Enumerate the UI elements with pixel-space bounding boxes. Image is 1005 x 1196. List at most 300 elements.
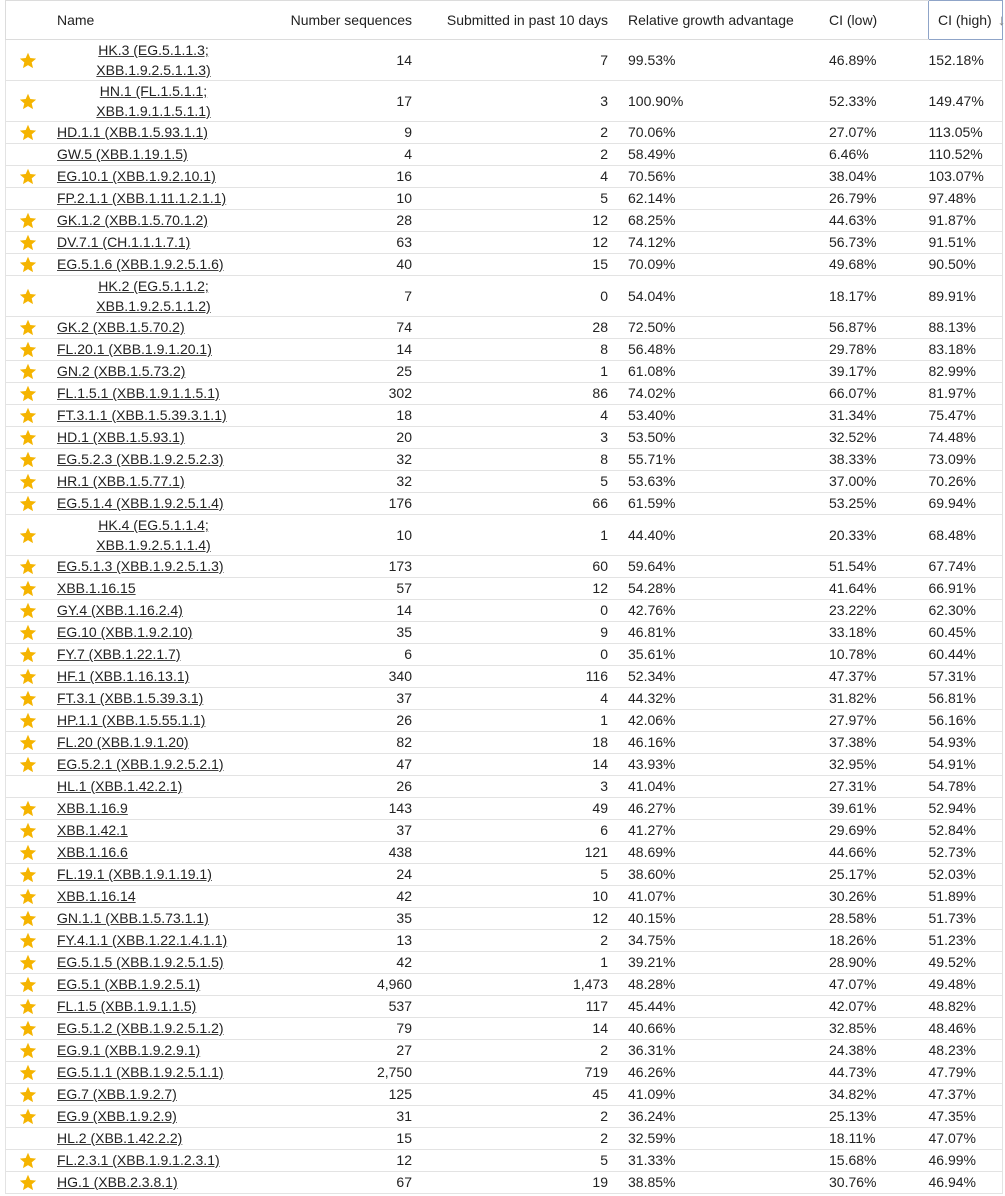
star-icon[interactable] xyxy=(6,844,50,861)
variant-name-link[interactable]: FL.1.5.1 (XBB.1.9.1.1.5.1) xyxy=(57,385,220,401)
star-icon[interactable] xyxy=(6,1152,50,1169)
number-sequences-cell: 42 xyxy=(257,952,412,974)
submitted-past-10-days-cell: 12 xyxy=(412,232,608,254)
ci-low-cell: 31.82% xyxy=(829,688,929,710)
table-row[interactable] xyxy=(6,842,1003,864)
number-sequences-cell: 57 xyxy=(257,578,412,600)
star-icon[interactable] xyxy=(6,234,50,251)
submitted-past-10-days-cell: 28 xyxy=(412,317,608,339)
table-row[interactable] xyxy=(6,317,1003,339)
star-icon[interactable] xyxy=(6,624,50,641)
table-row[interactable] xyxy=(6,644,1003,666)
variant-name xyxy=(57,844,128,860)
ci-low-cell: 27.31% xyxy=(829,776,929,798)
variant-name-link[interactable]: GK.2 (XBB.1.5.70.2) xyxy=(57,319,185,335)
ci-high-cell: 46.94% xyxy=(929,1172,1003,1194)
star-icon[interactable] xyxy=(6,527,50,544)
ci-high-cell: 152.18% xyxy=(929,40,1003,81)
variant-name xyxy=(57,580,136,596)
number-sequences-cell: 125 xyxy=(257,1084,412,1106)
favorite-cell xyxy=(6,666,51,688)
variant-name-cell xyxy=(50,317,257,339)
relative-growth-advantage-cell: 53.50% xyxy=(608,427,829,449)
header-ci-low[interactable]: CI (low) xyxy=(829,1,929,40)
variant-name-link[interactable]: FT.3.1.1 (XBB.1.5.39.3.1.1) xyxy=(57,407,227,423)
relative-growth-advantage-cell: 34.75% xyxy=(608,930,829,952)
table-row[interactable] xyxy=(6,81,1003,122)
table-row[interactable] xyxy=(6,1018,1003,1040)
variant-name-link-line2[interactable]: XBB.1.9.2.5.1.1.3) xyxy=(96,62,211,78)
ci-high-cell: 49.48% xyxy=(929,974,1003,996)
favorite-cell xyxy=(6,1106,51,1128)
table-row[interactable] xyxy=(6,427,1003,449)
number-sequences-cell: 16 xyxy=(257,166,412,188)
ci-low-cell: 39.61% xyxy=(829,798,929,820)
star-icon[interactable] xyxy=(6,495,50,512)
star-icon[interactable] xyxy=(6,319,50,336)
variant-name-link-line2[interactable]: XBB.1.9.2.5.1.1.2) xyxy=(96,298,211,314)
ci-low-cell: 18.11% xyxy=(829,1128,929,1150)
table-row[interactable] xyxy=(6,254,1003,276)
number-sequences-cell: 9 xyxy=(257,122,412,144)
variant-name-cell xyxy=(50,122,257,144)
table-row[interactable] xyxy=(6,908,1003,930)
submitted-past-10-days-cell: 2 xyxy=(412,930,608,952)
variant-name xyxy=(57,1152,220,1168)
variant-name-link[interactable]: FL.20.1 (XBB.1.9.1.20.1) xyxy=(57,341,212,357)
submitted-past-10-days-cell: 2 xyxy=(412,1106,608,1128)
variant-name-link[interactable]: XBB.1.16.6 xyxy=(57,844,128,860)
table-row[interactable] xyxy=(6,556,1003,578)
favorite-cell xyxy=(6,339,51,361)
star-icon[interactable] xyxy=(6,52,50,69)
variant-name-link[interactable]: FT.3.1 (XBB.1.5.39.3.1) xyxy=(57,690,204,706)
ci-low-cell: 27.97% xyxy=(829,710,929,732)
table-row[interactable] xyxy=(6,666,1003,688)
relative-growth-advantage-cell: 45.44% xyxy=(608,996,829,1018)
ci-high-cell: 56.81% xyxy=(929,688,1003,710)
variant-name-link[interactable]: HF.1 (XBB.1.16.13.1) xyxy=(57,668,190,684)
ci-low-cell: 49.68% xyxy=(829,254,929,276)
favorite-cell xyxy=(6,1018,51,1040)
ci-low-cell: 44.63% xyxy=(829,210,929,232)
variant-name-link[interactable]: FY.4.1.1 (XBB.1.22.1.4.1.1) xyxy=(57,932,228,948)
ci-high-cell: 68.48% xyxy=(929,515,1003,556)
table-row[interactable] xyxy=(6,820,1003,842)
relative-growth-advantage-cell: 46.27% xyxy=(608,798,829,820)
relative-growth-advantage-cell: 100.90% xyxy=(608,81,829,122)
ci-low-cell: 15.68% xyxy=(829,1150,929,1172)
relative-growth-advantage-cell: 41.04% xyxy=(608,776,829,798)
star-icon[interactable] xyxy=(6,998,50,1015)
variant-name-cell xyxy=(50,493,257,515)
relative-growth-advantage-cell: 55.71% xyxy=(608,449,829,471)
star-icon[interactable] xyxy=(6,668,50,685)
number-sequences-cell: 79 xyxy=(257,1018,412,1040)
table-row[interactable] xyxy=(6,930,1003,952)
favorite-cell xyxy=(6,40,51,81)
table-row[interactable] xyxy=(6,1150,1003,1172)
relative-growth-advantage-cell: 43.93% xyxy=(608,754,829,776)
variants-table xyxy=(5,0,1003,1194)
star-icon[interactable] xyxy=(6,932,50,949)
variant-name-link[interactable]: GN.2 (XBB.1.5.73.2) xyxy=(57,363,186,379)
header-submitted-past-10-days[interactable]: Submitted in past 10 days xyxy=(412,1,608,40)
star-icon[interactable] xyxy=(6,473,50,490)
variant-name xyxy=(57,451,224,467)
variant-name-link[interactable]: EG.5.1.3 (XBB.1.9.2.5.1.3) xyxy=(57,558,224,574)
variant-name-link[interactable]: XBB.1.16.15 xyxy=(57,580,136,596)
star-icon[interactable] xyxy=(6,341,50,358)
variant-name-link[interactable]: HG.1 (XBB.2.3.8.1) xyxy=(57,1174,178,1190)
variant-name xyxy=(57,668,189,684)
variant-name-link[interactable]: EG.5.1.5 (XBB.1.9.2.5.1.5) xyxy=(57,954,224,970)
header-row xyxy=(6,1,1003,40)
number-sequences-cell: 4,960 xyxy=(257,974,412,996)
arrow-down-icon[interactable]: ↓ xyxy=(997,11,1005,29)
relative-growth-advantage-cell: 46.81% xyxy=(608,622,829,644)
favorite-cell xyxy=(6,471,51,493)
submitted-past-10-days-cell: 121 xyxy=(412,842,608,864)
relative-growth-advantage-cell: 31.33% xyxy=(608,1150,829,1172)
favorite-cell xyxy=(6,405,51,427)
submitted-past-10-days-cell: 7 xyxy=(412,40,608,81)
table-row[interactable] xyxy=(6,1040,1003,1062)
ci-high-cell: 46.99% xyxy=(929,1150,1003,1172)
star-icon[interactable] xyxy=(6,168,50,185)
relative-growth-advantage-cell: 42.76% xyxy=(608,600,829,622)
ci-high-cell: 70.26% xyxy=(929,471,1003,493)
variant-name-link[interactable]: GN.1.1 (XBB.1.5.73.1.1) xyxy=(57,910,209,926)
table-row[interactable] xyxy=(6,166,1003,188)
variant-name xyxy=(57,778,182,794)
variant-name-link[interactable]: EG.5.2.1 (XBB.1.9.2.5.2.1) xyxy=(57,756,224,772)
variant-name-link[interactable]: EG.5.1.2 (XBB.1.9.2.5.1.2) xyxy=(57,1020,224,1036)
number-sequences-cell: 10 xyxy=(257,188,412,210)
number-sequences-cell: 82 xyxy=(257,732,412,754)
header-name[interactable]: Name xyxy=(50,1,257,40)
relative-growth-advantage-cell: 35.61% xyxy=(608,644,829,666)
favorite-cell xyxy=(6,81,51,122)
star-icon[interactable] xyxy=(6,124,50,141)
table-row[interactable] xyxy=(6,1106,1003,1128)
star-icon[interactable] xyxy=(6,288,50,305)
star-icon[interactable] xyxy=(6,93,50,110)
table-body xyxy=(6,40,1003,1194)
variant-name-cell xyxy=(50,232,257,254)
variant-name-cell xyxy=(50,210,257,232)
variant-name xyxy=(57,822,128,838)
table-header xyxy=(6,1,1003,40)
favorite-cell xyxy=(6,449,51,471)
variant-name-link[interactable]: HK.4 (EG.5.1.1.4; xyxy=(98,517,209,533)
ci-high-cell: 51.89% xyxy=(929,886,1003,908)
ci-low-cell: 25.17% xyxy=(829,864,929,886)
table-row[interactable] xyxy=(6,996,1003,1018)
variant-name xyxy=(57,1108,177,1124)
variant-name-link[interactable]: GY.4 (XBB.1.16.2.4) xyxy=(57,602,183,618)
table-row[interactable] xyxy=(6,40,1003,81)
variant-name-link[interactable]: XBB.1.16.9 xyxy=(57,800,128,816)
variant-name xyxy=(57,712,205,728)
favorite-cell xyxy=(6,754,51,776)
table-row[interactable] xyxy=(6,188,1003,210)
relative-growth-advantage-cell: 62.14% xyxy=(608,188,829,210)
variant-name-link-line2[interactable]: XBB.1.9.2.5.1.1.4) xyxy=(96,537,211,553)
ci-high-cell: 90.50% xyxy=(929,254,1003,276)
submitted-past-10-days-cell: 6 xyxy=(412,820,608,842)
ci-high-cell: 52.94% xyxy=(929,798,1003,820)
table-row[interactable] xyxy=(6,232,1003,254)
number-sequences-cell: 32 xyxy=(257,449,412,471)
table-row[interactable] xyxy=(6,864,1003,886)
variant-name-link[interactable]: FL.1.5 (XBB.1.9.1.1.5) xyxy=(57,998,197,1014)
table-row[interactable] xyxy=(6,449,1003,471)
variant-name xyxy=(57,1020,224,1036)
ci-high-cell: 47.07% xyxy=(929,1128,1003,1150)
variant-name-link[interactable]: EG.5.1.1 (XBB.1.9.2.5.1.1) xyxy=(57,1064,224,1080)
submitted-past-10-days-cell: 15 xyxy=(412,254,608,276)
star-icon[interactable] xyxy=(6,602,50,619)
variant-name xyxy=(57,234,190,250)
table-row[interactable] xyxy=(6,688,1003,710)
submitted-past-10-days-cell: 4 xyxy=(412,688,608,710)
variant-name-link[interactable]: FL.2.3.1 (XBB.1.9.1.2.3.1) xyxy=(57,1152,220,1168)
variant-name-cell xyxy=(50,952,257,974)
variant-name-link[interactable]: EG.5.2.3 (XBB.1.9.2.5.2.3) xyxy=(57,451,224,467)
star-icon[interactable] xyxy=(6,1086,50,1103)
star-icon[interactable] xyxy=(6,646,50,663)
submitted-past-10-days-cell: 49 xyxy=(412,798,608,820)
star-icon[interactable] xyxy=(6,954,50,971)
table-row[interactable] xyxy=(6,710,1003,732)
ci-high-cell: 54.93% xyxy=(929,732,1003,754)
favorite-cell xyxy=(6,556,51,578)
table-row[interactable] xyxy=(6,339,1003,361)
table-row[interactable] xyxy=(6,144,1003,166)
table-row[interactable] xyxy=(6,383,1003,405)
number-sequences-cell: 47 xyxy=(257,754,412,776)
ci-high-cell: 52.03% xyxy=(929,864,1003,886)
header-relative-growth-advantage[interactable]: Relative growth advantage xyxy=(608,1,829,40)
star-icon[interactable] xyxy=(6,212,50,229)
variant-name-cell xyxy=(50,361,257,383)
variant-name-link[interactable]: XBB.1.16.14 xyxy=(57,888,136,904)
number-sequences-cell: 173 xyxy=(257,556,412,578)
variant-name-cell xyxy=(50,188,257,210)
variant-name-link[interactable]: EG.7 (XBB.1.9.2.7) xyxy=(57,1086,177,1102)
star-icon[interactable] xyxy=(6,385,50,402)
table-row[interactable] xyxy=(6,210,1003,232)
table-row[interactable] xyxy=(6,732,1003,754)
ci-low-cell: 38.04% xyxy=(829,166,929,188)
favorite-cell xyxy=(6,798,51,820)
relative-growth-advantage-cell: 53.40% xyxy=(608,405,829,427)
ci-low-cell: 32.85% xyxy=(829,1018,929,1040)
star-icon[interactable] xyxy=(6,429,50,446)
star-icon[interactable] xyxy=(6,256,50,273)
variant-name-cell xyxy=(50,732,257,754)
star-icon[interactable] xyxy=(6,1064,50,1081)
table-row[interactable] xyxy=(6,493,1003,515)
variant-name xyxy=(57,910,209,926)
number-sequences-cell: 14 xyxy=(257,339,412,361)
relative-growth-advantage-cell: 48.69% xyxy=(608,842,829,864)
variant-name xyxy=(57,1174,178,1190)
number-sequences-cell: 20 xyxy=(257,427,412,449)
relative-growth-advantage-cell: 74.12% xyxy=(608,232,829,254)
favorite-cell xyxy=(6,166,51,188)
variant-name xyxy=(57,558,224,574)
table-row[interactable] xyxy=(6,776,1003,798)
table-row[interactable] xyxy=(6,798,1003,820)
table-row[interactable] xyxy=(6,578,1003,600)
star-icon[interactable] xyxy=(6,1108,50,1125)
table-row[interactable] xyxy=(6,622,1003,644)
variant-name-link[interactable]: FL.19.1 (XBB.1.9.1.19.1) xyxy=(57,866,212,882)
variant-name xyxy=(57,756,224,772)
variant-name-link[interactable]: XBB.1.42.1 xyxy=(57,822,128,838)
variant-name xyxy=(57,124,208,140)
ci-low-cell: 28.58% xyxy=(829,908,929,930)
variant-name-link[interactable]: EG.5.1.6 (XBB.1.9.2.5.1.6) xyxy=(57,256,224,272)
table-row[interactable] xyxy=(6,974,1003,996)
ci-high-cell: 51.23% xyxy=(929,930,1003,952)
variants-table-container xyxy=(5,0,1003,1194)
submitted-past-10-days-cell: 3 xyxy=(412,81,608,122)
relative-growth-advantage-cell: 68.25% xyxy=(608,210,829,232)
relative-growth-advantage-cell: 56.48% xyxy=(608,339,829,361)
variant-name xyxy=(57,888,136,904)
star-icon[interactable] xyxy=(6,1042,50,1059)
favorite-cell xyxy=(6,317,51,339)
table-row[interactable] xyxy=(6,1084,1003,1106)
table-row[interactable] xyxy=(6,1062,1003,1084)
star-icon[interactable] xyxy=(6,451,50,468)
variant-name-link[interactable]: GW.5 (XBB.1.19.1.5) xyxy=(57,146,188,162)
favorite-cell xyxy=(6,578,51,600)
variant-name-link[interactable]: HK.2 (EG.5.1.1.2; xyxy=(98,278,209,294)
variant-name-cell xyxy=(50,600,257,622)
table-row[interactable] xyxy=(6,886,1003,908)
table-row[interactable] xyxy=(6,952,1003,974)
variant-name-link[interactable]: FL.20 (XBB.1.9.1.20) xyxy=(57,734,189,750)
ci-low-cell: 29.69% xyxy=(829,820,929,842)
ci-high-cell: 52.84% xyxy=(929,820,1003,842)
variant-name-link[interactable]: HK.3 (EG.5.1.1.3; xyxy=(98,42,209,58)
star-icon[interactable] xyxy=(6,690,50,707)
table-row[interactable] xyxy=(6,1172,1003,1194)
variant-name-link[interactable]: EG.9.1 (XBB.1.9.2.9.1) xyxy=(57,1042,201,1058)
variant-name-link[interactable]: GK.1.2 (XBB.1.5.70.1.2) xyxy=(57,212,208,228)
header-number-sequences[interactable]: Number sequences xyxy=(257,1,412,40)
variant-name-link[interactable]: FP.2.1.1 (XBB.1.11.1.2.1.1) xyxy=(57,190,227,206)
variant-name xyxy=(57,385,220,401)
variant-name-link[interactable]: FY.7 (XBB.1.22.1.7) xyxy=(57,646,181,662)
star-icon[interactable] xyxy=(6,866,50,883)
table-row[interactable] xyxy=(6,1128,1003,1150)
star-icon[interactable] xyxy=(6,712,50,729)
variant-name-link[interactable]: EG.9 (XBB.1.9.2.9) xyxy=(57,1108,177,1124)
variant-name-link[interactable]: EG.5.1.4 (XBB.1.9.2.5.1.4) xyxy=(57,495,224,511)
table-row[interactable] xyxy=(6,754,1003,776)
star-icon[interactable] xyxy=(6,756,50,773)
ci-high-cell: 69.94% xyxy=(929,493,1003,515)
submitted-past-10-days-cell: 9 xyxy=(412,622,608,644)
variant-name xyxy=(96,276,210,316)
ci-low-cell: 33.18% xyxy=(829,622,929,644)
variant-name-link[interactable]: HL.2 (XBB.1.42.2.2) xyxy=(57,1130,183,1146)
table-row[interactable] xyxy=(6,122,1003,144)
star-icon[interactable] xyxy=(6,800,50,817)
table-row[interactable] xyxy=(6,405,1003,427)
favorite-cell xyxy=(6,1150,51,1172)
header-ci-high[interactable] xyxy=(929,1,1003,40)
table-row[interactable] xyxy=(6,515,1003,556)
ci-high-cell: 60.44% xyxy=(929,644,1003,666)
table-row[interactable] xyxy=(6,361,1003,383)
variant-name-link[interactable]: EG.5.1 (XBB.1.9.2.5.1) xyxy=(57,976,201,992)
favorite-cell xyxy=(6,710,51,732)
variant-name-link[interactable]: HN.1 (FL.1.5.1.1; xyxy=(99,83,208,99)
number-sequences-cell: 63 xyxy=(257,232,412,254)
star-icon[interactable] xyxy=(6,363,50,380)
variant-name xyxy=(57,624,192,640)
star-icon[interactable] xyxy=(6,407,50,424)
number-sequences-cell: 4 xyxy=(257,144,412,166)
favorite-cell xyxy=(6,644,51,666)
star-icon[interactable] xyxy=(6,580,50,597)
star-icon[interactable] xyxy=(6,734,50,751)
variant-name-cell xyxy=(50,1018,257,1040)
variant-name xyxy=(57,1086,177,1102)
submitted-past-10-days-cell: 10 xyxy=(412,886,608,908)
star-icon[interactable] xyxy=(6,558,50,575)
star-icon[interactable] xyxy=(6,976,50,993)
variant-name-cell xyxy=(50,1172,257,1194)
ci-high-cell: 60.45% xyxy=(929,622,1003,644)
table-row[interactable] xyxy=(6,471,1003,493)
relative-growth-advantage-cell: 46.26% xyxy=(608,1062,829,1084)
variant-name-link[interactable]: HD.1.1 (XBB.1.5.93.1.1) xyxy=(57,124,208,140)
star-icon[interactable] xyxy=(6,822,50,839)
variant-name-link[interactable]: EG.10.1 (XBB.1.9.2.10.1) xyxy=(57,168,216,184)
star-icon[interactable] xyxy=(6,1174,50,1191)
relative-growth-advantage-cell: 54.28% xyxy=(608,578,829,600)
variant-name-cell xyxy=(50,449,257,471)
variant-name-link[interactable]: HR.1 (XBB.1.5.77.1) xyxy=(57,473,185,489)
star-icon[interactable] xyxy=(6,888,50,905)
variant-name-cell xyxy=(50,930,257,952)
table-row[interactable] xyxy=(6,276,1003,317)
table-row[interactable] xyxy=(6,600,1003,622)
variant-name-cell xyxy=(50,427,257,449)
submitted-past-10-days-cell: 18 xyxy=(412,732,608,754)
variant-name xyxy=(96,40,210,80)
star-icon[interactable] xyxy=(6,910,50,927)
variant-name-link[interactable]: DV.7.1 (CH.1.1.1.7.1) xyxy=(57,234,191,250)
variant-name-link[interactable]: HD.1 (XBB.1.5.93.1) xyxy=(57,429,185,445)
variant-name xyxy=(57,146,188,162)
variant-name-link-line2[interactable]: XBB.1.9.1.1.5.1.1) xyxy=(96,103,211,119)
ci-low-cell: 20.33% xyxy=(829,515,929,556)
variant-name-link[interactable]: HP.1.1 (XBB.1.5.55.1.1) xyxy=(57,712,206,728)
variant-name-link[interactable]: HL.1 (XBB.1.42.2.1) xyxy=(57,778,183,794)
ci-low-cell: 28.90% xyxy=(829,952,929,974)
ci-high-cell: 48.23% xyxy=(929,1040,1003,1062)
star-icon[interactable] xyxy=(6,1020,50,1037)
variant-name-link[interactable]: EG.10 (XBB.1.9.2.10) xyxy=(57,624,193,640)
